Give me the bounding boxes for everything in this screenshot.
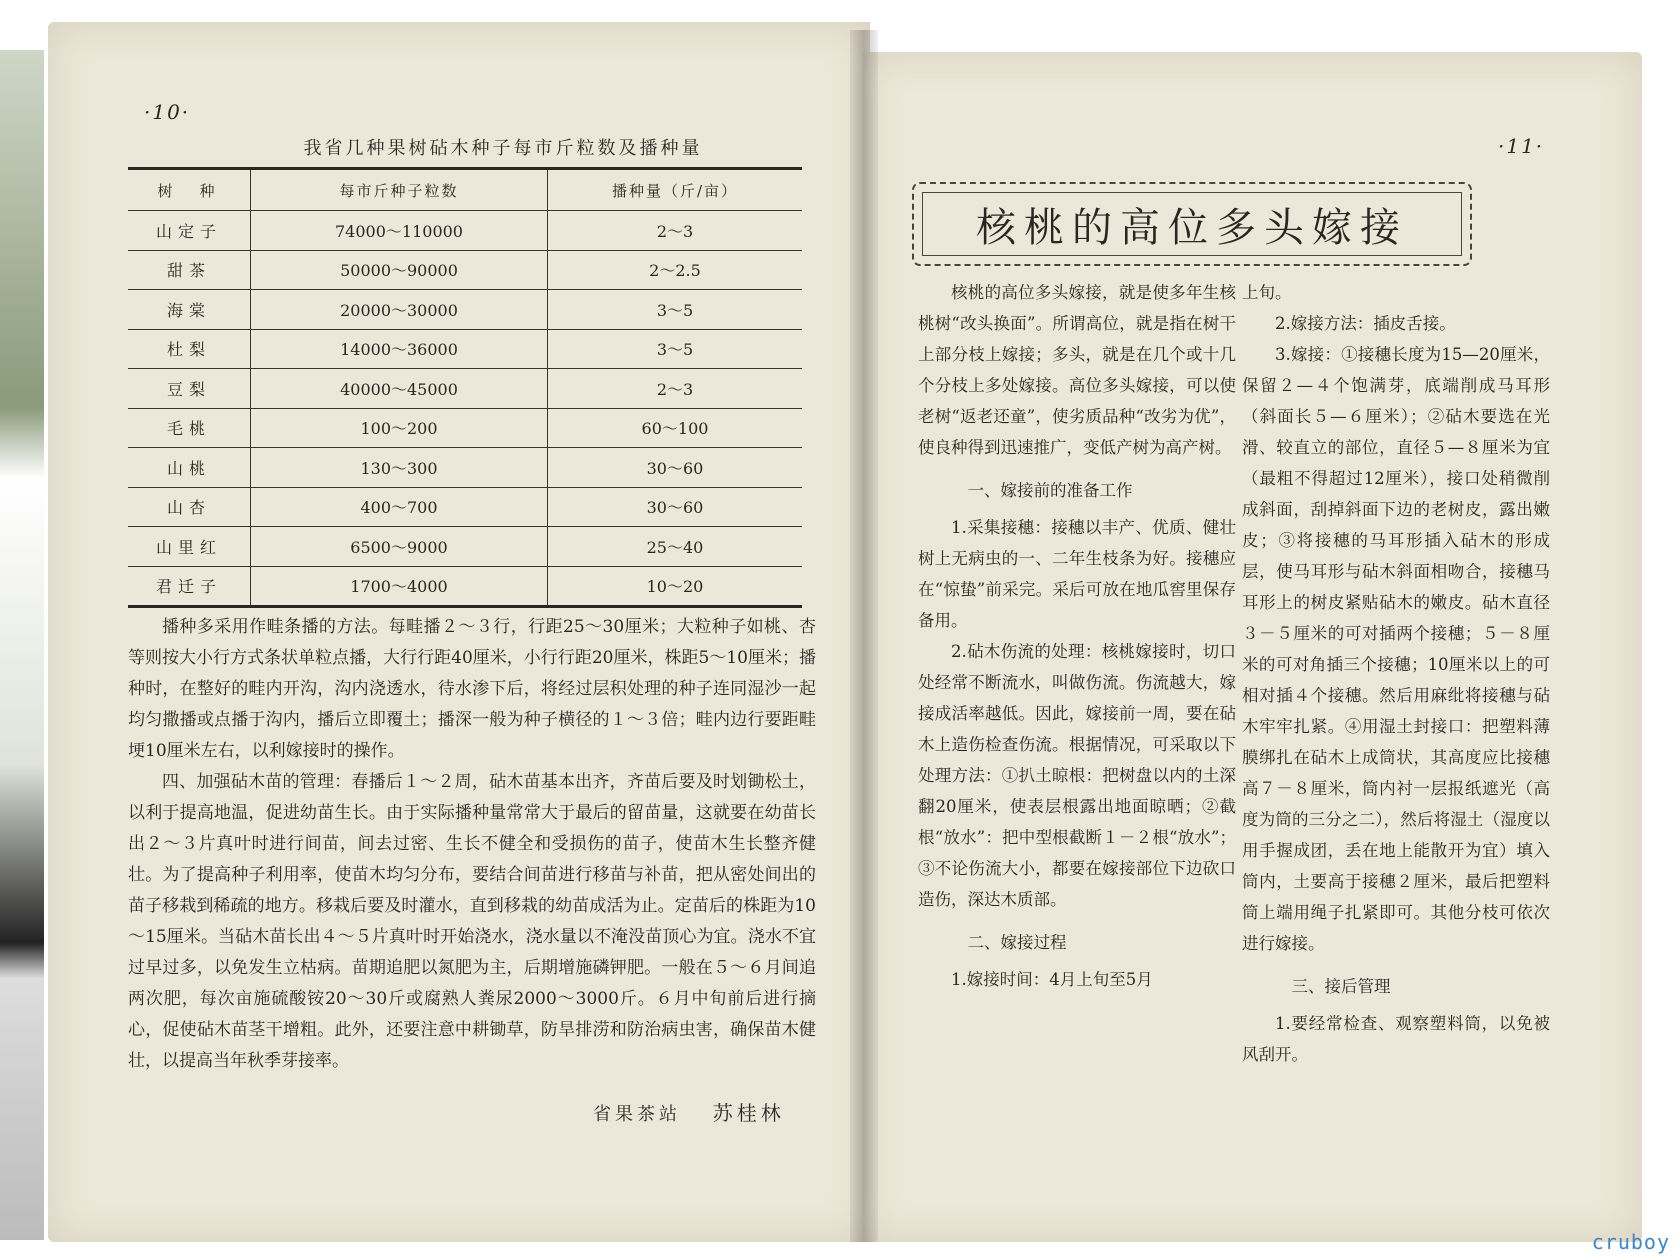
cell-species: 君迁子 bbox=[128, 566, 251, 607]
cell-species: 山定子 bbox=[128, 211, 251, 251]
cell-species: 甜茶 bbox=[128, 250, 251, 290]
cell-sowing-rate: 10～20 bbox=[548, 566, 803, 607]
cell-species: 毛桃 bbox=[128, 408, 251, 448]
page-number-left: ·10· bbox=[144, 100, 191, 124]
cell-sowing-rate: 2～3 bbox=[548, 211, 803, 251]
paragraph: 核桃的高位多头嫁接，就是使多年生核桃树“改头换面”。所谓高位，就是指在树干上部分枝上嫁接；多头，就是在几个或十几个分枝上多处嫁接。高位多头嫁接，可以使老树“返老还童”，使劣质品种“改劣为优”，使良种得到迅速推广，变低产树为高产树。 bbox=[918, 283, 1236, 457]
right-page bbox=[862, 52, 1642, 1242]
cell-species: 海棠 bbox=[128, 290, 251, 330]
article-title-frame bbox=[912, 182, 1472, 266]
cell-seed-count: 1700～4000 bbox=[251, 566, 548, 607]
table-row bbox=[128, 211, 802, 251]
cell-sowing-rate: 2～2.5 bbox=[548, 250, 803, 290]
paragraph-sowing: 播种多采用作畦条播的方法。每畦播２～３行，行距25～30厘米；大粒种子如桃、杏等则按大小行方式条状单粒点播，大行行距40厘米，小行行距20厘米，株距5～10厘米；播种时，在整好的畦内开沟，沟内浇透水，待水渗下后，将经过层积处理的种子连同湿沙一起均匀撒播或点播于沟内，播后立即覆土；播深一般为种子横径的１～３倍；畦内边行要距畦埂10厘米左右，以利嫁接时的操作。 bbox=[128, 617, 816, 761]
paragraph: 3.嫁接：①接穗长度为15—20厘米，保留２—４个饱满芽，底端削成马耳形（斜面长５—６厘米）；②砧木要选在光滑、较直立的部位，直径５—８厘米为宜（最粗不得超过12厘米），接口处稍微削成斜面，刮掉斜面下边的老树皮，露出嫩皮；③将接穗的马耳形插入砧木的形成层，使马耳形与砧木斜面相吻合，接穗马耳形上的树皮紧贴砧木的嫩皮。砧木直径３－５厘米的可对插两个接穗；５－８厘米的可对角插三个接穗；10厘米以上的可相对插４个接穗。然后用麻纰将接穗与砧木牢牢扎紧。④用湿土封接口：把塑料薄膜绑扎在砧木上成筒状，其高度应比接穗高７－８厘米，筒内衬一层报纸遮光（高度为筒的三分之二），然后将湿土（湿度以用手握成团，丢在地上能散开为宜）填入筒内，土要高于接穗２厘米，最后把塑料筒上端用绳子扎紧即可。其他分枝可依次进行嫁接。 bbox=[1242, 345, 1550, 953]
left-page bbox=[48, 22, 870, 1242]
paragraph: 1.采集接穗：接穗以丰产、优质、健壮树上无病虫的一、二年生枝条为好。接穗应在“惊蛰”前采完。采后可放在地瓜窖里保存备用。 bbox=[918, 518, 1236, 630]
header-species: 树 种 bbox=[128, 169, 251, 211]
header-seed-count: 每市斤种子粒数 bbox=[251, 169, 548, 211]
table-row bbox=[128, 250, 802, 290]
cell-seed-count: 130～300 bbox=[251, 448, 548, 488]
author-org: 省果茶站 bbox=[593, 1104, 681, 1125]
cell-sowing-rate: 3～5 bbox=[548, 290, 803, 330]
table-row bbox=[128, 448, 802, 488]
paragraph-seedling-management: 四、加强砧木苗的管理：春播后１～２周，砧木苗基本出齐，齐苗后要及时划锄松土，以利于提高地温，促进幼苗生长。由于实际播种量常常大于最后的留苗量，这就要在幼苗长出２～３片真叶时进行间苗，间去过密、生长不健全和受损伤的苗子，使苗木生长整齐健壮。为了提高种子利用率，使苗木均匀分布，要结合间苗进行移苗与补苗，把从密处间出的苗子移栽到稀疏的地方。移栽后要及时灌水，直到移栽的幼苗成活为止。定苗后的株距为10～15厘米。当砧木苗长出４～５片真叶时开始浇水，浇水量以不淹没苗顶心为宜。浇水不宜过早过多，以免发生立枯病。苗期追肥以氮肥为主，后期增施磷钾肥。一般在５～６月间追两次肥，每次亩施硫酸铵20～30斤或腐熟人粪尿2000～3000斤。６月中旬前后进行摘心，促使砧木苗茎干增粗。此外，还要注意中耕锄草，防旱排涝和防治病虫害，确保苗木健壮，以提高当年秋季芽接率。 bbox=[128, 772, 816, 1071]
cell-seed-count: 20000～30000 bbox=[251, 290, 548, 330]
header-sowing-rate: 播种量（斤/亩） bbox=[548, 169, 803, 211]
table-row bbox=[128, 290, 802, 330]
table-row bbox=[128, 566, 802, 607]
paragraph: 2.嫁接方法：插皮舌接。 bbox=[1275, 314, 1456, 333]
table-row bbox=[128, 369, 802, 409]
cell-seed-count: 6500～9000 bbox=[251, 527, 548, 567]
watermark: cruboy bbox=[1591, 1230, 1670, 1254]
table-title: 我省几种果树砧木种子每市斤粒数及播种量 bbox=[303, 138, 703, 159]
section-heading: 一、嫁接前的准备工作 bbox=[967, 481, 1133, 500]
table-row bbox=[128, 527, 802, 567]
cell-seed-count: 100～200 bbox=[251, 408, 548, 448]
article-title: 核桃的高位多头嫁接 bbox=[976, 204, 1408, 251]
left-body-text bbox=[128, 612, 816, 1077]
author-line bbox=[593, 1097, 785, 1126]
cell-species: 山杏 bbox=[128, 487, 251, 527]
section-heading: 三、接后管理 bbox=[1291, 977, 1391, 996]
text-column-left bbox=[918, 277, 1236, 995]
table-row bbox=[128, 487, 802, 527]
book-gutter bbox=[850, 30, 878, 1242]
cell-seed-count: 50000～90000 bbox=[251, 250, 548, 290]
rootstock-seed-table bbox=[128, 167, 802, 608]
section-heading: 二、嫁接过程 bbox=[967, 933, 1067, 952]
table-header-row bbox=[128, 169, 802, 211]
cell-seed-count: 14000～36000 bbox=[251, 329, 548, 369]
cell-sowing-rate: 30～60 bbox=[548, 487, 803, 527]
paragraph: 1.要经常检查、观察塑料筒，以免被风刮开。 bbox=[1242, 1014, 1550, 1064]
paragraph: 上旬。 bbox=[1242, 283, 1292, 302]
page-number-right: ·11· bbox=[1498, 134, 1545, 158]
table-body bbox=[128, 211, 802, 607]
paragraph: 1.嫁接时间：4月上旬至5月 bbox=[951, 970, 1153, 989]
cell-seed-count: 74000～110000 bbox=[251, 211, 548, 251]
cell-seed-count: 40000～45000 bbox=[251, 369, 548, 409]
adjacent-photo-strip bbox=[0, 50, 44, 1240]
cell-species: 杜梨 bbox=[128, 329, 251, 369]
paragraph: 2.砧木伤流的处理：核桃嫁接时，切口处经常不断流水，叫做伤流。伤流越大，嫁接成活率越低。因此，嫁接前一周，要在砧木上造伤检查伤流。根据情况，可采取以下处理方法：①扒土晾根：把树盘以内的土深翻20厘米，使表层根露出地面晾晒；②截根“放水”：把中型根截断１－２根“放水”；③不论伤流大小，都要在嫁接部位下边砍口造伤，深达木质部。 bbox=[918, 642, 1236, 909]
cell-species: 山里红 bbox=[128, 527, 251, 567]
cell-sowing-rate: 2～3 bbox=[548, 369, 803, 409]
cell-species: 山桃 bbox=[128, 448, 251, 488]
cell-species: 豆梨 bbox=[128, 369, 251, 409]
cell-sowing-rate: 25～40 bbox=[548, 527, 803, 567]
cell-sowing-rate: 60～100 bbox=[548, 408, 803, 448]
cell-seed-count: 400～700 bbox=[251, 487, 548, 527]
author-name: 苏桂林 bbox=[712, 1101, 785, 1125]
table-row bbox=[128, 329, 802, 369]
text-column-right bbox=[1242, 277, 1550, 1070]
cell-sowing-rate: 3～5 bbox=[548, 329, 803, 369]
table-row bbox=[128, 408, 802, 448]
cell-sowing-rate: 30～60 bbox=[548, 448, 803, 488]
